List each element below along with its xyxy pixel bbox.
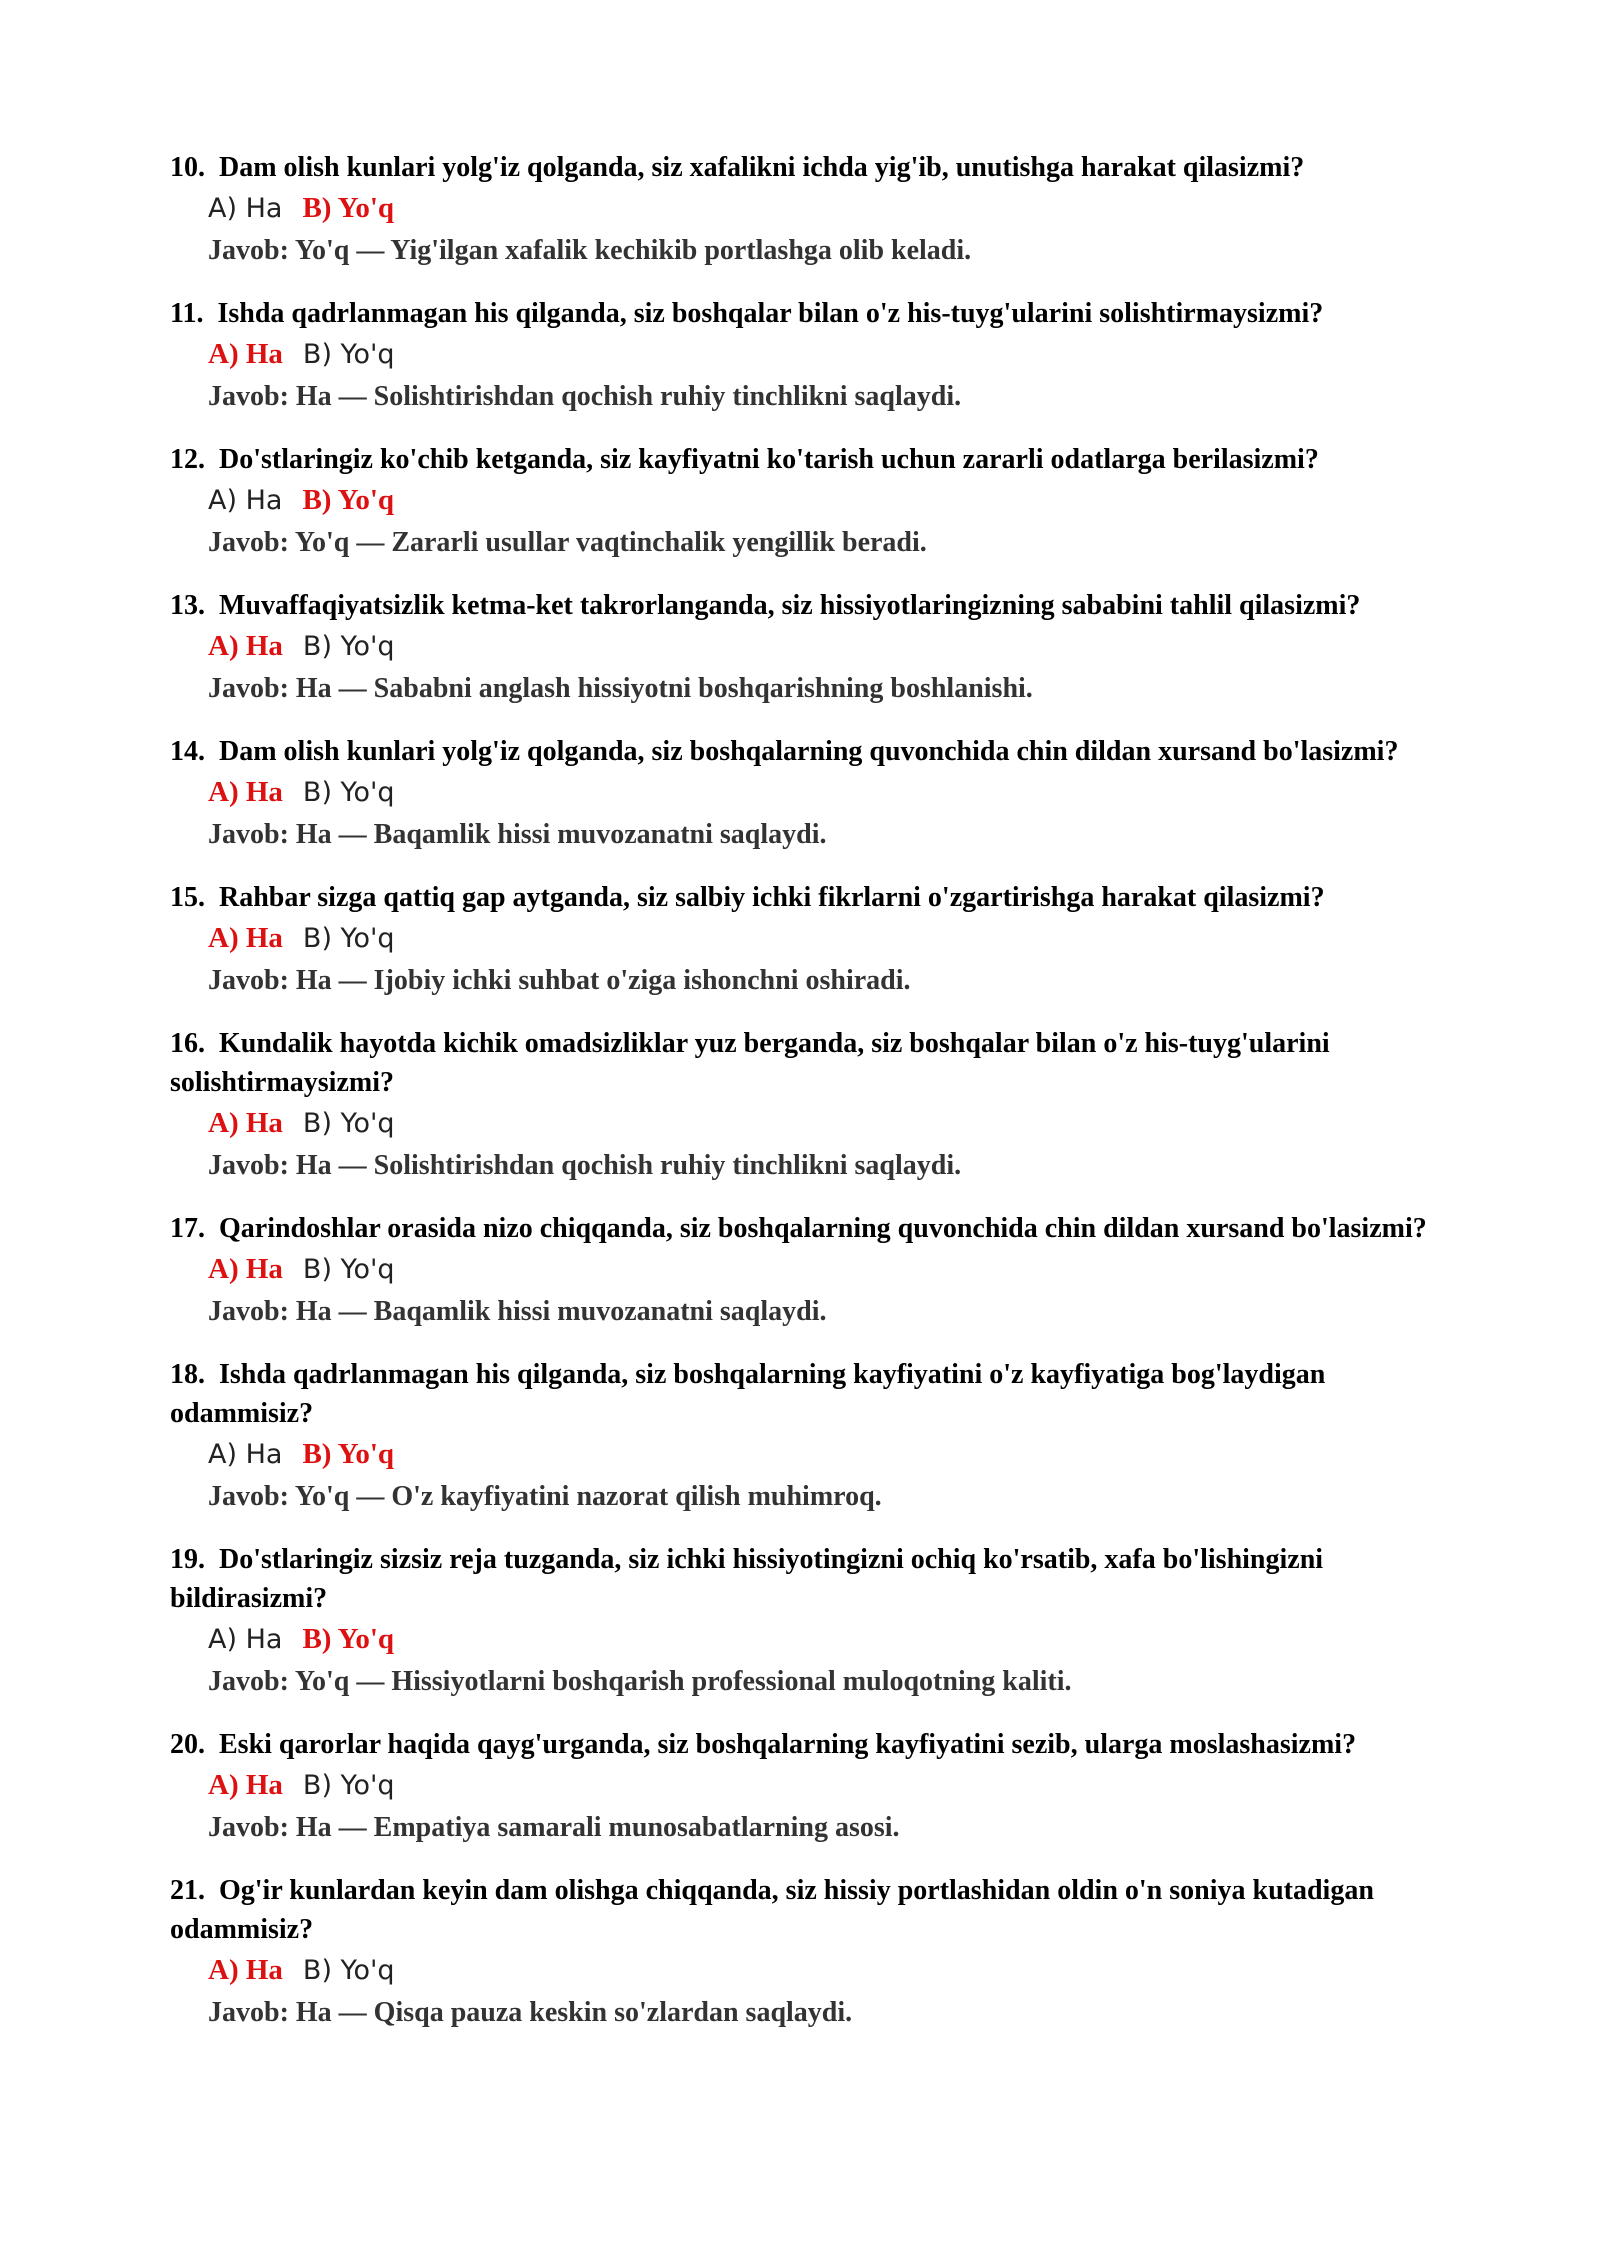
question-text: Eski qarorlar haqida qayg'urganda, siz boshqalarning kayfiyatini sezib, ularga moslashasizmi? [219, 1729, 1357, 1760]
question-item [170, 1024, 1460, 1187]
question-text: Do'stlaringiz sizsiz reja tuzganda, siz ichki hissiyotingizni ochiq ko'rsatib, xafa bo'lishingizni bildirasizmi? [170, 1544, 1324, 1614]
question-item [170, 1871, 1460, 2034]
question-number: 17. [170, 1213, 205, 1244]
answer-options [170, 625, 1460, 668]
question-text-line [170, 1725, 1460, 1764]
question-number: 10. [170, 152, 205, 183]
question-text-line [170, 1540, 1460, 1618]
option-b: B) Yo'q [302, 1623, 395, 1655]
question-item [170, 148, 1460, 272]
question-text-line [170, 1024, 1460, 1102]
answer-explanation: Javob: Ha — Sababni anglash hissiyotni boshqarishning boshlanishi. [208, 673, 1033, 704]
option-a: A) Ha [208, 1769, 283, 1801]
question-item [170, 586, 1460, 710]
question-item [170, 1540, 1460, 1703]
option-a: A) Ha [208, 776, 283, 808]
question-text-line [170, 1871, 1460, 1949]
answer-options [170, 771, 1460, 814]
option-a: A) Ha [208, 1107, 283, 1139]
answer-explanation: Javob: Ha — Empatiya samarali munosabatlarning asosi. [208, 1812, 900, 1843]
answer-options [170, 479, 1460, 522]
question-number: 15. [170, 882, 205, 913]
question-item [170, 294, 1460, 418]
question-text: Qarindoshlar orasida nizo chiqqanda, siz boshqalarning quvonchida chin dildan xursand bo'lasizmi? [219, 1213, 1427, 1244]
option-b: B) Yo'q [302, 631, 395, 662]
question-number: 19. [170, 1544, 205, 1575]
answer-options [170, 1248, 1460, 1291]
answer-explanation: Javob: Ha — Solishtirishdan qochish ruhiy tinchlikni saqlaydi. [208, 381, 962, 412]
option-b: B) Yo'q [302, 1108, 395, 1139]
question-text-line [170, 1209, 1460, 1248]
option-a: A) Ha [208, 1439, 283, 1470]
question-text-line [170, 294, 1460, 333]
answer-explanation: Javob: Ha — Solishtirishdan qochish ruhiy tinchlikni saqlaydi. [208, 1150, 962, 1181]
option-a: A) Ha [208, 485, 283, 516]
option-a: A) Ha [208, 1253, 283, 1285]
answer-options [170, 187, 1460, 230]
question-item [170, 440, 1460, 564]
question-number: 13. [170, 590, 205, 621]
question-number: 20. [170, 1729, 205, 1760]
option-b: B) Yo'q [302, 192, 395, 224]
question-number: 16. [170, 1028, 205, 1059]
answer-explanation: Javob: Ha — Ijobiy ichki suhbat o'ziga ishonchni oshiradi. [208, 965, 911, 996]
answer-options [170, 1949, 1460, 1992]
document-page [170, 148, 1460, 2056]
answer-options [170, 917, 1460, 960]
answer-explanation: Javob: Ha — Baqamlik hissi muvozanatni saqlaydi. [208, 1296, 827, 1327]
option-a: A) Ha [208, 922, 283, 954]
option-b: B) Yo'q [302, 1254, 395, 1285]
question-text-line [170, 732, 1460, 771]
question-text: Muvaffaqiyatsizlik ketma-ket takrorlanganda, siz hissiyotlaringizning sababini tahlil qilasizmi? [219, 590, 1361, 621]
question-number: 21. [170, 1875, 205, 1906]
question-text: Og'ir kunlardan keyin dam olishga chiqqanda, siz hissiy portlashidan oldin o'n soniya kutadigan odammisiz? [170, 1875, 1374, 1945]
answer-explanation: Javob: Yo'q — O'z kayfiyatini nazorat qilish muhimroq. [208, 1481, 882, 1512]
answer-explanation: Javob: Ha — Qisqa pauza keskin so'zlardan saqlaydi. [208, 1997, 853, 2028]
question-number: 18. [170, 1359, 205, 1390]
answer-options [170, 1618, 1460, 1661]
option-b: B) Yo'q [302, 484, 395, 516]
option-a: A) Ha [208, 1954, 283, 1986]
question-text: Do'stlaringiz ko'chib ketganda, siz kayfiyatni ko'tarish uchun zararli odatlarga berilasizmi? [219, 444, 1319, 475]
option-b: B) Yo'q [302, 923, 395, 954]
question-item [170, 732, 1460, 856]
option-a: A) Ha [208, 193, 283, 224]
answer-explanation: Javob: Ha — Baqamlik hissi muvozanatni saqlaydi. [208, 819, 827, 850]
question-number: 14. [170, 736, 205, 767]
question-text-line [170, 148, 1460, 187]
option-b: B) Yo'q [302, 1770, 395, 1801]
question-text: Ishda qadrlanmagan his qilganda, siz boshqalar bilan o'z his-tuyg'ularini solishtirmaysizmi? [217, 298, 1324, 329]
question-text-line [170, 878, 1460, 917]
question-item [170, 1209, 1460, 1333]
answer-explanation: Javob: Yo'q — Hissiyotlarni boshqarish professional muloqotning kaliti. [208, 1666, 1072, 1697]
answer-explanation: Javob: Yo'q — Yig'ilgan xafalik kechikib portlashga olib keladi. [208, 235, 972, 266]
question-number: 12. [170, 444, 205, 475]
option-b: B) Yo'q [302, 777, 395, 808]
question-list [170, 148, 1460, 2034]
answer-options [170, 1764, 1460, 1807]
question-item [170, 1355, 1460, 1518]
question-number: 11. [170, 298, 204, 329]
question-text: Dam olish kunlari yolg'iz qolganda, siz boshqalarning quvonchida chin dildan xursand bo'lasizmi? [219, 736, 1399, 767]
question-item [170, 878, 1460, 1002]
question-text-line [170, 586, 1460, 625]
option-b: B) Yo'q [302, 339, 395, 370]
option-a: A) Ha [208, 630, 283, 662]
answer-options [170, 1102, 1460, 1145]
question-text-line [170, 440, 1460, 479]
answer-explanation: Javob: Yo'q — Zararli usullar vaqtinchalik yengillik beradi. [208, 527, 927, 558]
question-text: Ishda qadrlanmagan his qilganda, siz boshqalarning kayfiyatini o'z kayfiyatiga bog'laydigan odammisiz? [170, 1359, 1326, 1429]
question-text-line [170, 1355, 1460, 1433]
option-a: A) Ha [208, 338, 283, 370]
answer-options [170, 333, 1460, 376]
question-text: Rahbar sizga qattiq gap aytganda, siz salbiy ichki fikrlarni o'zgartirishga harakat qilasizmi? [219, 882, 1325, 913]
answer-options [170, 1433, 1460, 1476]
option-a: A) Ha [208, 1624, 283, 1655]
question-text: Kundalik hayotda kichik omadsizliklar yuz berganda, siz boshqalar bilan o'z his-tuyg'ularini solishtirmaysizmi? [170, 1028, 1330, 1098]
question-text: Dam olish kunlari yolg'iz qolganda, siz xafalikni ichda yig'ib, unutishga harakat qilasizmi? [219, 152, 1305, 183]
question-item [170, 1725, 1460, 1849]
option-b: B) Yo'q [302, 1438, 395, 1470]
option-b: B) Yo'q [302, 1955, 395, 1986]
